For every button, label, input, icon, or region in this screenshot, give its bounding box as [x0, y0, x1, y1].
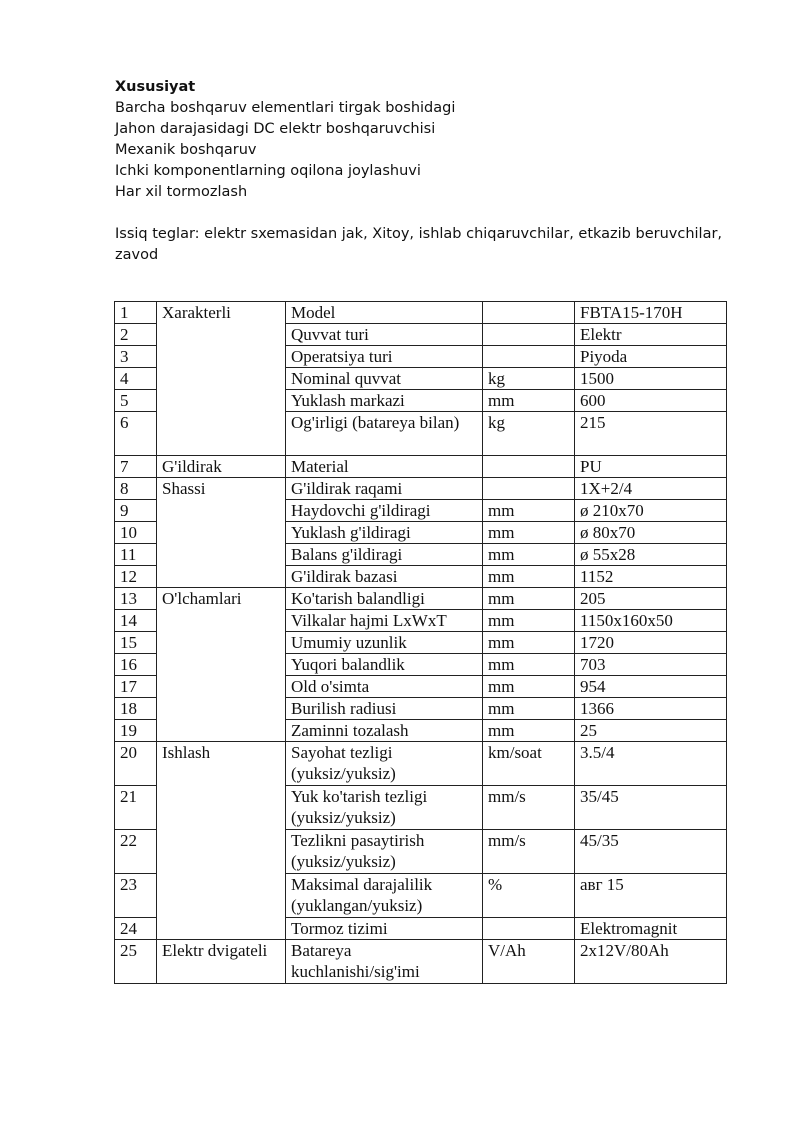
value-cell: 205	[575, 588, 727, 610]
parameter-cell: Yuklash g'ildiragi	[286, 522, 483, 544]
value-cell: 1500	[575, 368, 727, 390]
unit-cell	[483, 456, 575, 478]
row-number-cell: 2	[115, 324, 157, 346]
parameter-cell: Yuk ko'tarish tezligi (yuksiz/yuksiz)	[286, 786, 483, 830]
unit-cell: %	[483, 874, 575, 918]
parameter-cell: Quvvat turi	[286, 324, 483, 346]
value-cell: 35/45	[575, 786, 727, 830]
parameter-cell: Operatsiya turi	[286, 346, 483, 368]
unit-cell: mm	[483, 720, 575, 742]
row-number-cell: 14	[115, 610, 157, 632]
row-number-cell: 21	[115, 786, 157, 830]
group-cell: Ishlash	[157, 742, 286, 940]
hot-tags-text: Issiq teglar: elektr sxemasidan jak, Xitoy, ishlab chiqaruvchilar, etkazib beruvchilar, zavod	[115, 226, 723, 263]
parameter-cell: Umumiy uzunlik	[286, 632, 483, 654]
value-cell: ø 80x70	[575, 522, 727, 544]
value-cell: ø 210x70	[575, 500, 727, 522]
value-cell: 1720	[575, 632, 727, 654]
value-cell: 954	[575, 676, 727, 698]
parameter-cell: Sayohat tezligi (yuksiz/yuksiz)	[286, 742, 483, 786]
parameter-cell: Balans g'ildiragi	[286, 544, 483, 566]
value-cell: 1X+2/4	[575, 478, 727, 500]
unit-cell	[483, 302, 575, 324]
group-cell: G'ildirak	[157, 456, 286, 478]
row-number-cell: 9	[115, 500, 157, 522]
unit-cell	[483, 918, 575, 940]
row-number-cell: 20	[115, 742, 157, 786]
value-cell: FBTA15-170H	[575, 302, 727, 324]
parameter-cell: Maksimal darajalilik (yuklangan/yuksiz)	[286, 874, 483, 918]
group-cell: Xarakterli	[157, 302, 286, 456]
parameter-cell: Vilkalar hajmi LxWxT	[286, 610, 483, 632]
row-number-cell: 19	[115, 720, 157, 742]
table-row	[115, 478, 727, 500]
row-number-cell: 10	[115, 522, 157, 544]
value-cell: Piyoda	[575, 346, 727, 368]
value-cell: ø 55x28	[575, 544, 727, 566]
row-number-cell: 5	[115, 390, 157, 412]
row-number-cell: 24	[115, 918, 157, 940]
parameter-cell: Nominal quvvat	[286, 368, 483, 390]
parameter-cell: G'ildirak raqami	[286, 478, 483, 500]
row-number-cell: 3	[115, 346, 157, 368]
value-cell: 703	[575, 654, 727, 676]
parameter-cell: Yuqori balandlik	[286, 654, 483, 676]
unit-cell: kg	[483, 368, 575, 390]
unit-cell: mm	[483, 676, 575, 698]
parameter-cell: Old o'simta	[286, 676, 483, 698]
row-number-cell: 12	[115, 566, 157, 588]
row-number-cell: 1	[115, 302, 157, 324]
row-number-cell: 18	[115, 698, 157, 720]
unit-cell: mm	[483, 522, 575, 544]
unit-cell: mm/s	[483, 830, 575, 874]
unit-cell	[483, 346, 575, 368]
row-number-cell: 11	[115, 544, 157, 566]
table-row	[115, 456, 727, 478]
unit-cell: km/soat	[483, 742, 575, 786]
unit-cell: mm	[483, 544, 575, 566]
value-cell: 1152	[575, 566, 727, 588]
unit-cell: mm	[483, 654, 575, 676]
table-row	[115, 742, 727, 786]
table-row	[115, 940, 727, 984]
unit-cell: mm	[483, 610, 575, 632]
value-cell: 3.5/4	[575, 742, 727, 786]
unit-cell: kg	[483, 412, 575, 456]
parameter-cell: Model	[286, 302, 483, 324]
value-cell: авг 15	[575, 874, 727, 918]
group-cell: Shassi	[157, 478, 286, 588]
parameter-cell: Zaminni tozalash	[286, 720, 483, 742]
value-cell: 600	[575, 390, 727, 412]
parameter-cell: Ko'tarish balandligi	[286, 588, 483, 610]
value-cell: 45/35	[575, 830, 727, 874]
row-number-cell: 7	[115, 456, 157, 478]
row-number-cell: 16	[115, 654, 157, 676]
unit-cell	[483, 324, 575, 346]
group-cell: Elektr dvigateli	[157, 940, 286, 984]
row-number-cell: 25	[115, 940, 157, 984]
parameter-cell: G'ildirak bazasi	[286, 566, 483, 588]
parameter-cell: Haydovchi g'ildiragi	[286, 500, 483, 522]
section-title: Xususiyat	[115, 79, 196, 95]
feature-item: Mexanik boshqaruv	[115, 142, 257, 158]
value-cell: Elektromagnit	[575, 918, 727, 940]
row-number-cell: 22	[115, 830, 157, 874]
unit-cell: mm/s	[483, 786, 575, 830]
unit-cell: V/Ah	[483, 940, 575, 984]
feature-item: Jahon darajasidagi DC elektr boshqaruvchisi	[115, 121, 436, 137]
feature-item: Har xil tormozlash	[115, 184, 248, 200]
table-row	[115, 588, 727, 610]
parameter-cell: Tormoz tizimi	[286, 918, 483, 940]
unit-cell	[483, 478, 575, 500]
group-cell: O'lchamlari	[157, 588, 286, 742]
intro-section	[115, 77, 755, 266]
row-number-cell: 13	[115, 588, 157, 610]
parameter-cell: Yuklash markazi	[286, 390, 483, 412]
row-number-cell: 6	[115, 412, 157, 456]
value-cell: Elektr	[575, 324, 727, 346]
row-number-cell: 17	[115, 676, 157, 698]
parameter-cell: Tezlikni pasaytirish (yuksiz/yuksiz)	[286, 830, 483, 874]
feature-item: Barcha boshqaruv elementlari tirgak boshidagi	[115, 100, 456, 116]
value-cell: 1150x160x50	[575, 610, 727, 632]
value-cell: 2x12V/80Ah	[575, 940, 727, 984]
unit-cell: mm	[483, 588, 575, 610]
parameter-cell: Burilish radiusi	[286, 698, 483, 720]
row-number-cell: 23	[115, 874, 157, 918]
specs-table	[114, 301, 727, 984]
row-number-cell: 15	[115, 632, 157, 654]
row-number-cell: 8	[115, 478, 157, 500]
value-cell: 25	[575, 720, 727, 742]
unit-cell: mm	[483, 698, 575, 720]
value-cell: PU	[575, 456, 727, 478]
feature-item: Ichki komponentlarning oqilona joylashuvi	[115, 163, 421, 179]
value-cell: 1366	[575, 698, 727, 720]
table-row	[115, 302, 727, 324]
unit-cell: mm	[483, 632, 575, 654]
unit-cell: mm	[483, 390, 575, 412]
row-number-cell: 4	[115, 368, 157, 390]
parameter-cell: Material	[286, 456, 483, 478]
unit-cell: mm	[483, 566, 575, 588]
unit-cell: mm	[483, 500, 575, 522]
parameter-cell: Batareya kuchlanishi/sig'imi	[286, 940, 483, 984]
value-cell: 215	[575, 412, 727, 456]
parameter-cell: Og'irligi (batareya bilan)	[286, 412, 483, 456]
